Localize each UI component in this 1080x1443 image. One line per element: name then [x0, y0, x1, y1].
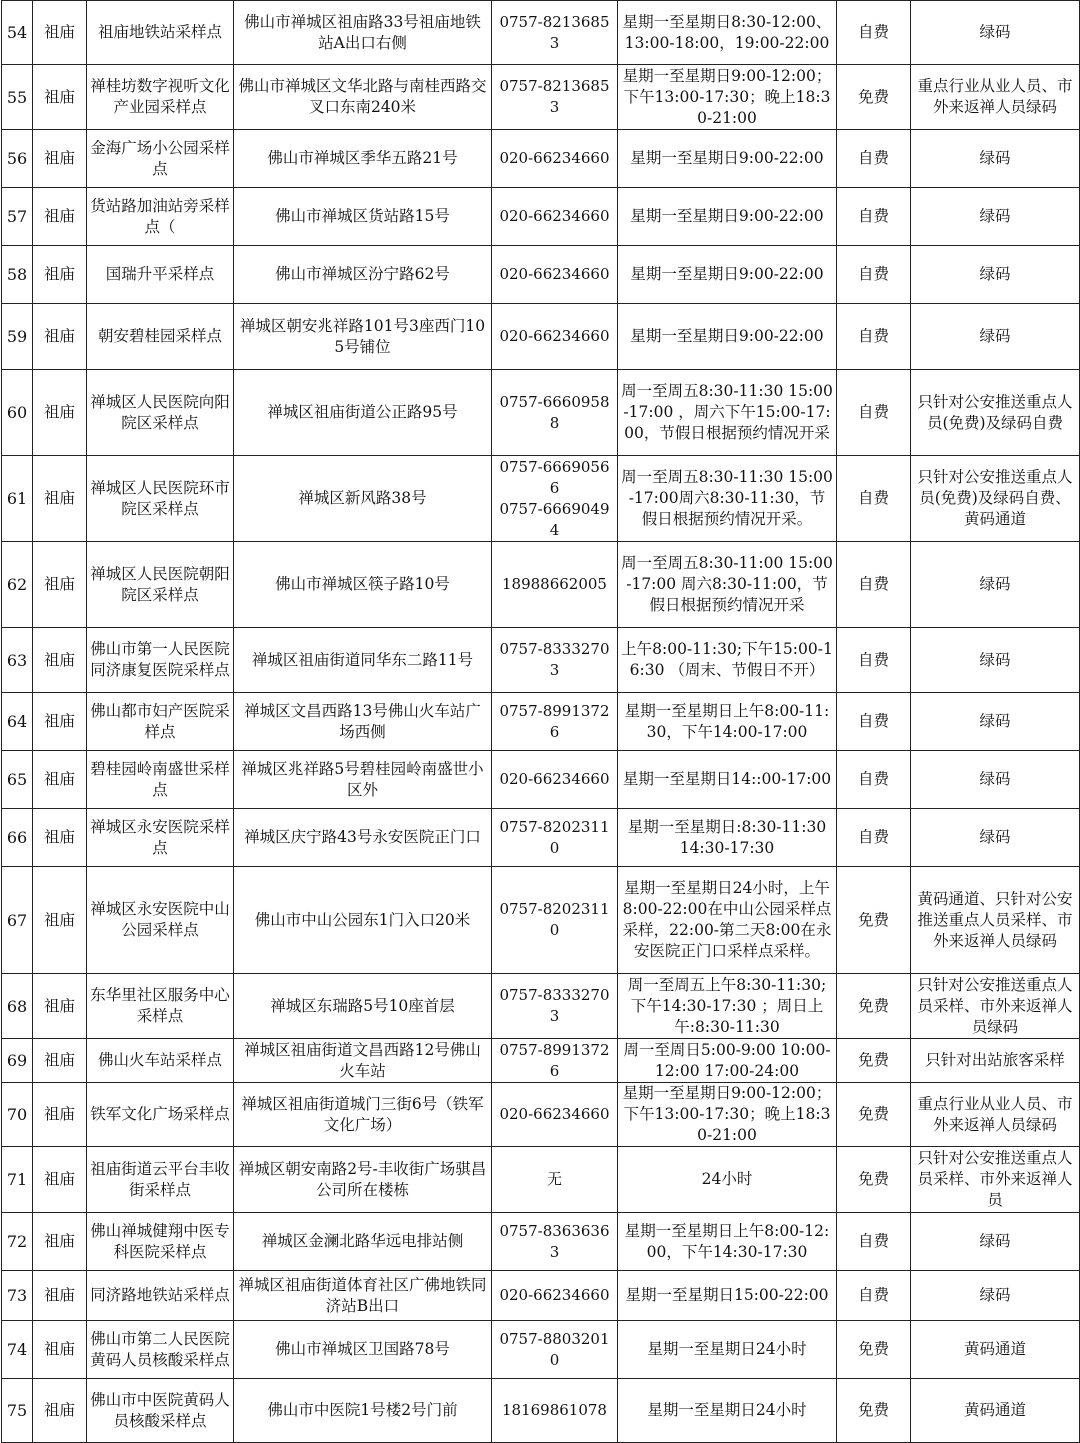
fee-cell: 自费 [837, 1213, 911, 1271]
address-cell: 佛山市禅城区文华北路与南桂西路交叉口东南240米 [234, 65, 492, 130]
street-cell: 祖庙 [33, 1321, 87, 1379]
target-group-cell: 绿码 [911, 693, 1080, 751]
table-row [2, 188, 1080, 246]
row-number: 63 [2, 628, 33, 693]
fee-cell: 免费 [837, 1083, 911, 1147]
phone-cell: 020-66234660 [492, 1271, 618, 1321]
hours-cell: 星期一至星期日15:00-22:00 [618, 1271, 837, 1321]
phone-cell: 无 [492, 1147, 618, 1213]
phone-cell: 0757-89913726 [492, 1039, 618, 1083]
table-row [2, 456, 1080, 542]
hours-cell: 星期一至星期日9:00-12:00；下午13:00-17:30；晚上18:30-21:00 [618, 65, 837, 130]
row-number: 71 [2, 1147, 33, 1213]
table-row [2, 542, 1080, 628]
street-cell: 祖庙 [33, 542, 87, 628]
table-row [2, 130, 1080, 188]
street-cell: 祖庙 [33, 304, 87, 370]
row-number: 68 [2, 974, 33, 1039]
hours-cell: 星期一至星期日24小时 [618, 1321, 837, 1379]
row-number: 61 [2, 456, 33, 542]
row-number: 75 [2, 1379, 33, 1443]
target-group-cell: 绿码 [911, 542, 1080, 628]
table-row [2, 1039, 1080, 1083]
target-group-cell: 只针对公安推送重点人员(免费)及绿码自费、黄码通道 [911, 456, 1080, 542]
fee-cell: 自费 [837, 693, 911, 751]
fee-cell: 自费 [837, 751, 911, 809]
phone-cell: 0757-66609588 [492, 370, 618, 456]
table-row [2, 246, 1080, 304]
phone-cell: 0757-66690566 0757-66690494 [492, 456, 618, 542]
hours-cell: 周一至周五上午8:30-11:30;下午14:30-17:30 ；周日上午:8:30-11:30 [618, 974, 837, 1039]
table-row [2, 1271, 1080, 1321]
target-group-cell: 重点行业从业人员、市外来返禅人员绿码 [911, 1083, 1080, 1147]
street-cell: 祖庙 [33, 188, 87, 246]
phone-cell: 0757-83332703 [492, 974, 618, 1039]
row-number: 72 [2, 1213, 33, 1271]
hours-cell: 星期一至星期日9:00-12:00；下午13:00-17:30；晚上18:30-21:00 [618, 1083, 837, 1147]
phone-cell: 020-66234660 [492, 751, 618, 809]
site-name-cell: 禅桂坊数字视听文化产业园采样点 [87, 65, 234, 130]
site-name-cell: 佛山市第一人民医院同济康复医院采样点 [87, 628, 234, 693]
row-number: 54 [2, 1, 33, 65]
hours-cell: 星期一至星期日9:00-22:00 [618, 304, 837, 370]
site-name-cell: 佛山市第二人民医院黄码人员核酸采样点 [87, 1321, 234, 1379]
site-name-cell: 祖庙街道云平台丰收街采样点 [87, 1147, 234, 1213]
hours-cell: 星期一至星期日24小时，上午8:00-22:00在中山公园采样点采样，22:00-第二天8:00在永安医院正门口采样点采样。 [618, 867, 837, 974]
target-group-cell: 只针对公安推送重点人员采样、市外来返禅人员绿码 [911, 974, 1080, 1039]
row-number: 59 [2, 304, 33, 370]
target-group-cell: 绿码 [911, 751, 1080, 809]
address-cell: 佛山市禅城区汾宁路62号 [234, 246, 492, 304]
target-group-cell: 黄码通道 [911, 1379, 1080, 1443]
phone-cell: 0757-82136853 [492, 1, 618, 65]
phone-cell: 0757-82023110 [492, 867, 618, 974]
site-name-cell: 禅城区人民医院向阳院区采样点 [87, 370, 234, 456]
row-number: 67 [2, 867, 33, 974]
street-cell: 祖庙 [33, 809, 87, 867]
address-cell: 禅城区朝安兆祥路101号3座西门105号铺位 [234, 304, 492, 370]
table-row [2, 304, 1080, 370]
hours-cell: 周一至周日5:00-9:00 10:00-12:00 17:00-24:00 [618, 1039, 837, 1083]
fee-cell: 自费 [837, 304, 911, 370]
table-row [2, 809, 1080, 867]
hours-cell: 星期一至星期日上午8:00-11:30，下午14:00-17:00 [618, 693, 837, 751]
table-row [2, 1147, 1080, 1213]
target-group-cell: 黄码通道、只针对公安推送重点人员采样、市外来返禅人员绿码 [911, 867, 1080, 974]
row-number: 65 [2, 751, 33, 809]
target-group-cell: 只针对公安推送重点人员(免费)及绿码自费 [911, 370, 1080, 456]
fee-cell: 自费 [837, 1271, 911, 1321]
target-group-cell: 绿码 [911, 246, 1080, 304]
phone-cell: 0757-83636363 [492, 1213, 618, 1271]
site-name-cell: 祖庙地铁站采样点 [87, 1, 234, 65]
sampling-sites-table [1, 0, 1080, 1443]
address-cell: 佛山市禅城区季华五路21号 [234, 130, 492, 188]
hours-cell: 星期一至星期日9:00-22:00 [618, 188, 837, 246]
hours-cell: 星期一至星期日14::00-17:00 [618, 751, 837, 809]
fee-cell: 免费 [837, 1379, 911, 1443]
table-row [2, 628, 1080, 693]
street-cell: 祖庙 [33, 628, 87, 693]
site-name-cell: 禅城区人民医院朝阳院区采样点 [87, 542, 234, 628]
hours-cell: 星期一至星期日9:00-22:00 [618, 130, 837, 188]
hours-cell: 24小时 [618, 1147, 837, 1213]
row-number: 64 [2, 693, 33, 751]
table-row [2, 370, 1080, 456]
phone-cell: 020-66234660 [492, 1083, 618, 1147]
site-name-cell: 佛山都市妇产医院采样点 [87, 693, 234, 751]
site-name-cell: 禅城区人民医院环市院区采样点 [87, 456, 234, 542]
phone-cell: 18988662005 [492, 542, 618, 628]
target-group-cell: 绿码 [911, 809, 1080, 867]
phone-cell: 020-66234660 [492, 130, 618, 188]
row-number: 66 [2, 809, 33, 867]
address-cell: 佛山市禅城区货站路15号 [234, 188, 492, 246]
address-cell: 禅城区庆宁路43号永安医院正门口 [234, 809, 492, 867]
target-group-cell: 重点行业从业人员、市外来返禅人员绿码 [911, 65, 1080, 130]
hours-cell: 星期一至星期日9:00-22:00 [618, 246, 837, 304]
site-name-cell: 佛山火车站采样点 [87, 1039, 234, 1083]
phone-cell: 0757-82136853 [492, 65, 618, 130]
street-cell: 祖庙 [33, 1271, 87, 1321]
site-name-cell: 铁军文化广场采样点 [87, 1083, 234, 1147]
site-name-cell: 国瑞升平采样点 [87, 246, 234, 304]
fee-cell: 自费 [837, 628, 911, 693]
target-group-cell: 绿码 [911, 188, 1080, 246]
row-number: 74 [2, 1321, 33, 1379]
fee-cell: 自费 [837, 542, 911, 628]
address-cell: 禅城区金澜北路华远电排站侧 [234, 1213, 492, 1271]
address-cell: 佛山市中医院1号楼2号门前 [234, 1379, 492, 1443]
row-number: 57 [2, 188, 33, 246]
street-cell: 祖庙 [33, 246, 87, 304]
hours-cell: 周一至周五8:30-11:00 15:00-17:00 周六8:30-11:00，节假日根据预约情况开采 [618, 542, 837, 628]
row-number: 55 [2, 65, 33, 130]
site-name-cell: 金海广场小公园采样点 [87, 130, 234, 188]
phone-cell: 020-66234660 [492, 304, 618, 370]
target-group-cell: 绿码 [911, 1, 1080, 65]
fee-cell: 自费 [837, 456, 911, 542]
site-name-cell: 禅城区永安医院采样点 [87, 809, 234, 867]
hours-cell: 周一至周五8:30-11:30 15:00-17:00 ，周六下午15:00-17:00，节假日根据预约情况开采 [618, 370, 837, 456]
hours-cell: 星期一至星期日8:30-12:00、13:00-18:00，19:00-22:00 [618, 1, 837, 65]
fee-cell: 自费 [837, 130, 911, 188]
fee-cell: 免费 [837, 65, 911, 130]
table-row [2, 65, 1080, 130]
address-cell: 禅城区兆祥路5号碧桂园岭南盛世小区外 [234, 751, 492, 809]
phone-cell: 020-66234660 [492, 188, 618, 246]
row-number: 58 [2, 246, 33, 304]
address-cell: 禅城区文昌西路13号佛山火车站广场西侧 [234, 693, 492, 751]
address-cell: 禅城区祖庙街道公正路95号 [234, 370, 492, 456]
target-group-cell: 黄码通道 [911, 1321, 1080, 1379]
table-row [2, 1321, 1080, 1379]
row-number: 70 [2, 1083, 33, 1147]
street-cell: 祖庙 [33, 130, 87, 188]
table-row [2, 693, 1080, 751]
target-group-cell: 绿码 [911, 1213, 1080, 1271]
fee-cell: 自费 [837, 188, 911, 246]
site-name-cell: 禅城区永安医院中山公园采样点 [87, 867, 234, 974]
target-group-cell: 只针对出站旅客采样 [911, 1039, 1080, 1083]
row-number: 60 [2, 370, 33, 456]
fee-cell: 免费 [837, 1039, 911, 1083]
address-cell: 佛山市中山公园东1门入口20米 [234, 867, 492, 974]
street-cell: 祖庙 [33, 1213, 87, 1271]
street-cell: 祖庙 [33, 1083, 87, 1147]
target-group-cell: 绿码 [911, 304, 1080, 370]
address-cell: 禅城区朝安南路2号-丰收街广场骐昌公司所在楼栋 [234, 1147, 492, 1213]
fee-cell: 免费 [837, 1321, 911, 1379]
phone-cell: 0757-83332703 [492, 628, 618, 693]
row-number: 56 [2, 130, 33, 188]
hours-cell: 周一至周五8:30-11:30 15:00-17:00周六8:30-11:30，节假日根据预约情况开采。 [618, 456, 837, 542]
address-cell: 禅城区祖庙街道同华东二路11号 [234, 628, 492, 693]
fee-cell: 免费 [837, 1147, 911, 1213]
fee-cell: 自费 [837, 809, 911, 867]
row-number: 73 [2, 1271, 33, 1321]
street-cell: 祖庙 [33, 974, 87, 1039]
street-cell: 祖庙 [33, 1039, 87, 1083]
target-group-cell: 绿码 [911, 130, 1080, 188]
street-cell: 祖庙 [33, 1147, 87, 1213]
fee-cell: 自费 [837, 1, 911, 65]
table-row [2, 867, 1080, 974]
table-row [2, 974, 1080, 1039]
address-cell: 佛山市禅城区卫国路78号 [234, 1321, 492, 1379]
table-body [2, 1, 1080, 1443]
address-cell: 禅城区新风路38号 [234, 456, 492, 542]
address-cell: 佛山市禅城区祖庙路33号祖庙地铁站A出口右侧 [234, 1, 492, 65]
street-cell: 祖庙 [33, 867, 87, 974]
site-name-cell: 货站路加油站旁采样点（ [87, 188, 234, 246]
address-cell: 禅城区祖庙街道体育社区广佛地铁同济站B出口 [234, 1271, 492, 1321]
street-cell: 祖庙 [33, 1379, 87, 1443]
street-cell: 祖庙 [33, 370, 87, 456]
table-row [2, 751, 1080, 809]
phone-cell: 0757-89913726 [492, 693, 618, 751]
target-group-cell: 只针对公安推送重点人员采样、市外来返禅人员 [911, 1147, 1080, 1213]
street-cell: 祖庙 [33, 456, 87, 542]
street-cell: 祖庙 [33, 1, 87, 65]
phone-cell: 0757-82023110 [492, 809, 618, 867]
address-cell: 禅城区祖庙街道城门三街6号（铁军文化广场） [234, 1083, 492, 1147]
site-name-cell: 佛山市中医院黄码人员核酸采样点 [87, 1379, 234, 1443]
street-cell: 祖庙 [33, 693, 87, 751]
site-name-cell: 佛山禅城健翔中医专科医院采样点 [87, 1213, 234, 1271]
row-number: 62 [2, 542, 33, 628]
site-name-cell: 碧桂园岭南盛世采样点 [87, 751, 234, 809]
table-row [2, 1213, 1080, 1271]
address-cell: 禅城区东瑞路5号10座首层 [234, 974, 492, 1039]
fee-cell: 自费 [837, 370, 911, 456]
table-row [2, 1, 1080, 65]
hours-cell: 星期一至星期日:8:30-11:30 14:30-17:30 [618, 809, 837, 867]
fee-cell: 免费 [837, 974, 911, 1039]
hours-cell: 上午8:00-11:30;下午15:00-16:30 （周末、节假日不开） [618, 628, 837, 693]
phone-cell: 020-66234660 [492, 246, 618, 304]
phone-cell: 18169861078 [492, 1379, 618, 1443]
address-cell: 佛山市禅城区筷子路10号 [234, 542, 492, 628]
table-row [2, 1083, 1080, 1147]
site-name-cell: 朝安碧桂园采样点 [87, 304, 234, 370]
fee-cell: 自费 [837, 246, 911, 304]
site-name-cell: 东华里社区服务中心采样点 [87, 974, 234, 1039]
hours-cell: 星期一至星期日24小时 [618, 1379, 837, 1443]
street-cell: 祖庙 [33, 751, 87, 809]
address-cell: 禅城区祖庙街道文昌西路12号佛山火车站 [234, 1039, 492, 1083]
site-name-cell: 同济路地铁站采样点 [87, 1271, 234, 1321]
fee-cell: 免费 [837, 867, 911, 974]
target-group-cell: 绿码 [911, 628, 1080, 693]
phone-cell: 0757-88032010 [492, 1321, 618, 1379]
row-number: 69 [2, 1039, 33, 1083]
hours-cell: 星期一至星期日上午8:00-12:00，下午14:30-17:30 [618, 1213, 837, 1271]
street-cell: 祖庙 [33, 65, 87, 130]
target-group-cell: 绿码 [911, 1271, 1080, 1321]
